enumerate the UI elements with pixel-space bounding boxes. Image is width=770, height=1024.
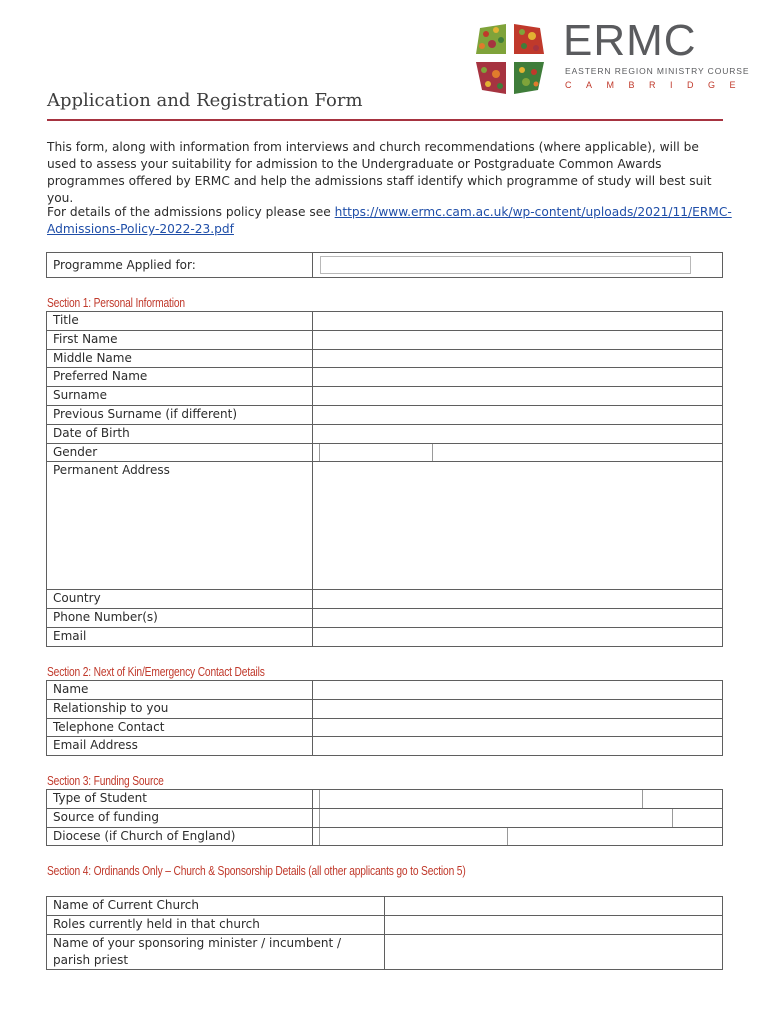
- kin-telephone-input[interactable]: [313, 718, 723, 737]
- field-label: Previous Surname (if different): [47, 405, 313, 424]
- field-label: Email Address: [47, 737, 313, 756]
- field-label: Country: [47, 590, 313, 609]
- field-label: Permanent Address: [47, 462, 313, 590]
- kin-email-input[interactable]: [313, 737, 723, 756]
- section-3-title: Section 3: Funding Source: [47, 774, 164, 788]
- funding-table: [46, 789, 723, 846]
- field-label: Diocese (if Church of England): [47, 827, 313, 846]
- field-label: Email: [47, 627, 313, 646]
- field-label: Name of Current Church: [47, 897, 385, 916]
- field-label: Preferred Name: [47, 368, 313, 387]
- current-church-input[interactable]: [385, 897, 723, 916]
- field-label: Type of Student: [47, 790, 313, 809]
- date-of-birth-input[interactable]: [313, 424, 723, 443]
- field-label: Name: [47, 681, 313, 700]
- phone-input[interactable]: [313, 609, 723, 628]
- page-title: Application and Registration Form: [47, 90, 363, 111]
- title-input[interactable]: [313, 312, 723, 331]
- field-label: Source of funding: [47, 808, 313, 827]
- policy-prefix: For details of the admissions policy please see: [47, 205, 335, 219]
- funding-source-select[interactable]: [313, 808, 723, 827]
- church-sponsorship-table: [46, 896, 723, 970]
- diocese-select[interactable]: [313, 827, 723, 846]
- field-label: Surname: [47, 387, 313, 406]
- programme-input[interactable]: [320, 256, 691, 274]
- programme-label: Programme Applied for:: [47, 253, 313, 278]
- field-label: Relationship to you: [47, 699, 313, 718]
- field-label: Telephone Contact: [47, 718, 313, 737]
- brand-city: CAMBRIDGE: [565, 80, 751, 90]
- brand-subtitle: EASTERN REGION MINISTRY COURSE: [565, 66, 750, 76]
- gender-select[interactable]: [313, 443, 723, 462]
- field-label: Title: [47, 312, 313, 331]
- sponsoring-minister-input[interactable]: [385, 934, 723, 969]
- field-label: Roles currently held in that church: [47, 915, 385, 934]
- brand-name: ERMC: [563, 16, 697, 65]
- field-label: Middle Name: [47, 349, 313, 368]
- kin-name-input[interactable]: [313, 681, 723, 700]
- section-1-title: Section 1: Personal Information: [47, 296, 185, 310]
- kin-relationship-input[interactable]: [313, 699, 723, 718]
- first-name-input[interactable]: [313, 330, 723, 349]
- ermc-logo-icon: [474, 24, 546, 94]
- field-label: Date of Birth: [47, 424, 313, 443]
- permanent-address-input[interactable]: [313, 462, 723, 590]
- preferred-name-input[interactable]: [313, 368, 723, 387]
- email-input[interactable]: [313, 627, 723, 646]
- field-label: First Name: [47, 330, 313, 349]
- programme-table: [46, 252, 723, 278]
- field-label: Gender: [47, 443, 313, 462]
- intro-paragraph: This form, along with information from interviews and church recommendations (where applicable), will be used to assess your suitability for admission to the Undergraduate or Postgraduate Common Awards programmes offered by ERMC and help the admissions staff identify which programme of study will best suit you.: [47, 140, 712, 205]
- field-label: Name of your sponsoring minister / incumbent / parish priest: [47, 934, 385, 969]
- next-of-kin-table: [46, 680, 723, 756]
- section-2-title: Section 2: Next of Kin/Emergency Contact Details: [47, 665, 265, 679]
- surname-input[interactable]: [313, 387, 723, 406]
- student-type-select[interactable]: [313, 790, 723, 809]
- section-4-title: Section 4: Ordinands Only – Church & Sponsorship Details (all other applicants go to Section 5): [47, 864, 466, 878]
- field-label: Phone Number(s): [47, 609, 313, 628]
- policy-paragraph: [47, 204, 732, 238]
- title-divider: [47, 119, 723, 121]
- middle-name-input[interactable]: [313, 349, 723, 368]
- country-input[interactable]: [313, 590, 723, 609]
- church-roles-input[interactable]: [385, 915, 723, 934]
- admissions-policy-link[interactable]: https://www.ermc.cam.ac.uk/wp-content/uploads/2021/11/ERMC-Admissions-Policy-2022-23.pdf: [47, 205, 732, 236]
- personal-info-table: [46, 311, 723, 647]
- previous-surname-input[interactable]: [313, 405, 723, 424]
